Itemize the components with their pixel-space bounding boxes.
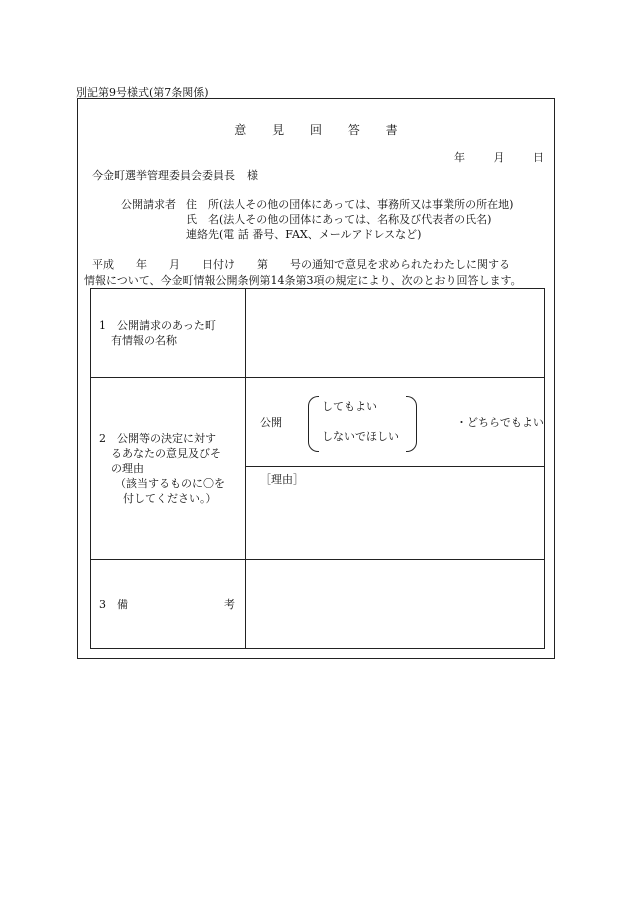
address-note: (法人その他の団体にあっては、事務所又は事業所の所在地) bbox=[219, 198, 514, 211]
name-note: (法人その他の団体にあっては、名称及び代表者の氏名) bbox=[219, 213, 492, 226]
address-label: 住 所 bbox=[186, 198, 219, 211]
date-day: 日 bbox=[533, 151, 544, 164]
date-month: 月 bbox=[493, 151, 505, 164]
form-reference: 別記第9号様式(第7条関係) bbox=[76, 86, 209, 99]
requester-contact: 連絡先(電 話 番号、FAX、メールアドレスなど) bbox=[186, 228, 422, 241]
title-char: 回 bbox=[309, 123, 322, 137]
option-either[interactable]: ・どちらでもよい bbox=[456, 416, 544, 429]
title-char: 答 bbox=[347, 123, 360, 137]
requester-address bbox=[186, 196, 513, 212]
remarks-field[interactable] bbox=[246, 560, 545, 649]
addressee bbox=[92, 167, 258, 183]
addressee-suffix: 様 bbox=[247, 169, 258, 182]
row1-label: 1 公開請求のあった町 有情報の名称 bbox=[91, 289, 246, 378]
requester-name bbox=[186, 211, 491, 227]
title-char: 意 bbox=[234, 123, 247, 137]
info-name-field[interactable] bbox=[246, 289, 545, 378]
form-frame bbox=[77, 98, 555, 659]
form-title bbox=[78, 121, 554, 138]
body-text bbox=[84, 257, 550, 289]
option-may-disclose[interactable]: してもよい bbox=[322, 400, 377, 413]
answer-table bbox=[90, 288, 545, 649]
title-char: 見 bbox=[272, 123, 285, 137]
date-year: 年 bbox=[454, 151, 465, 164]
right-bracket bbox=[406, 396, 417, 452]
opinion-cell bbox=[246, 378, 545, 467]
title-char: 書 bbox=[385, 123, 398, 137]
option-do-not-disclose[interactable]: しないでほしい bbox=[322, 430, 399, 443]
date-line bbox=[429, 149, 544, 165]
name-label: 氏 名 bbox=[186, 213, 219, 226]
table-row bbox=[91, 560, 545, 649]
reason-label: ［理由］ bbox=[260, 473, 304, 486]
left-bracket bbox=[308, 396, 319, 452]
row3-label: 3 備 考 bbox=[91, 560, 246, 649]
kokai-label: 公開 bbox=[260, 416, 282, 429]
table-row bbox=[91, 289, 545, 378]
reason-field[interactable] bbox=[246, 467, 545, 560]
addressee-name: 今金町選挙管理委員会委員長 bbox=[92, 169, 235, 182]
body-line-2: 情報について、今金町情報公開条例第14条第3項の規定により、次のとおり回答します。 bbox=[84, 274, 522, 287]
row2-label: 2 公開等の決定に対す るあなたの意見及びそ の理由 （該当するものに〇を 付してください。） bbox=[91, 378, 246, 560]
table-row bbox=[91, 378, 545, 467]
body-line-1: 平成 年 月 日付け 第 号の通知で意見を求められたわたしに関する bbox=[92, 258, 510, 271]
requester-label: 公開請求者 bbox=[121, 198, 176, 211]
